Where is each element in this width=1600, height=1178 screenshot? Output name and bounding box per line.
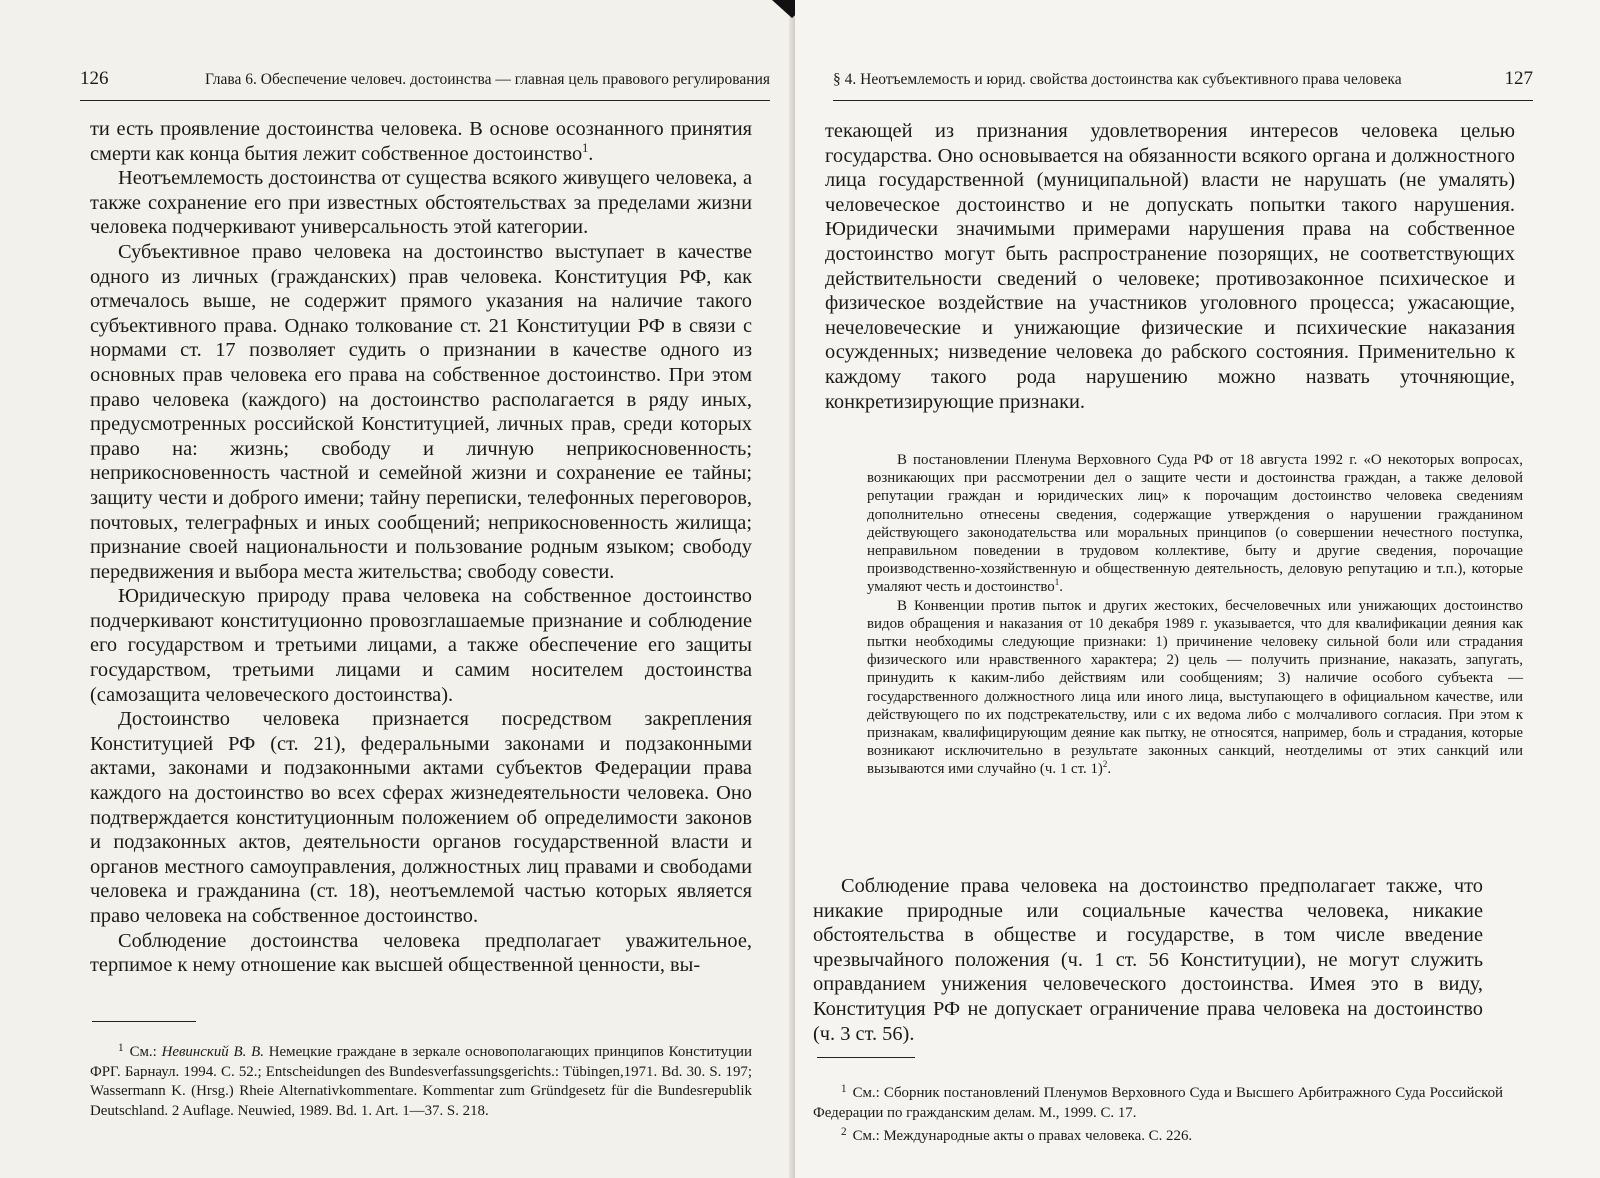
footnote [813, 1123, 1503, 1147]
footnote-ref: 1 [1054, 577, 1060, 588]
footnote-divider [817, 1057, 915, 1058]
footnote-author: Невинский В. В. [161, 1044, 264, 1061]
footnote-marker: 1 [841, 1083, 847, 1095]
right-body-text-bottom [813, 874, 1483, 1046]
right-body-text [825, 119, 1515, 414]
paragraph-text: ти есть проявление достоинства человека. В основе осознанного принятия смерти как конца бытия лежит собственное достоинство [90, 118, 752, 165]
right-footnotes [813, 1080, 1503, 1147]
paragraph: Субъективное право человека на достоинство выступает в качестве одного из личных (гражданских) прав человека. Конституция РФ, как отмечалось выше, не содержит прямого указания на наличие такого субъективного права. Однако толкование ст. 21 Конституции РФ в связи с нормами ст. 17 позволяет судить о признании в качестве одного из основных прав человека его права на собственное достоинство. При этом право человека (каждого) на достоинство располагается в ряду иных, предусмотренных российской Конституцией, личных прав, среди которых право на: жизнь; свободу и личную неприкосновенность; неприкосновенность частной и семейной жизни и сохранение ее тайны; защиту чести и доброго имени; тайну переписки, телефонных переговоров, почтовых, телеграфных и иных сообщений; неприкосновенность жилища; признание своей национальности и пользование родным языком; свободу передвижения и выбора места жительства; свободу совести. [90, 240, 752, 583]
quote-text: В постановлении Пленума Верховного Суда РФ от 18 августа 1992 г. «О некоторых вопросах, возникающих при рассмотрении дел о защите чести и достоинства граждан, а также деловой репутации граждан и юридических лиц» к порочащим достоинство человека сведениям дополнительно отнесены сведения, содержащие утверждения о нарушении гражданином действующего законодательства или моральных принципов (о совершении нечестного поступка, неправильном поведении в трудовом коллективе, быту и другие сведения, порочащие производственно-хозяйственную и общественную деятельность, деловую репутацию и т.п.), которые умаляют честь и достоинство [867, 452, 1523, 596]
footnote-text: См.: Международные акты о правах человека. С. 226. [852, 1128, 1193, 1145]
left-footnotes [90, 1039, 752, 1121]
right-running-head [833, 68, 1533, 101]
footnote [813, 1080, 1503, 1123]
page-number: 126 [80, 68, 109, 89]
page-number: 127 [1504, 68, 1533, 89]
footnote-prefix: См.: [129, 1044, 157, 1061]
chapter-title: Глава 6. Обеспечение человеч. достоинства — главная цель правового регулирования [204, 71, 770, 88]
quote-text: В Конвенции против пыток и других жестоких, бесчеловечных или унижающих достоинство видов обращения и наказания от 10 декабря 1989 г. указывается, что для квалификации деяния как пытки необходимы следующие признаки: 1) причинение человеку сильной боли или страдания физического или нравственного характера; 2) цель — получить признание, наказать, запугать, принудить к каким-либо действиям или сообщениям; 3) наличие особого субъекта — государственного должностного лица или иного лица, выступающего в официальном качестве, или действующего по их подстрекательству, или с их ведома либо с молчаливого согласия. При этом к признакам, квалифицирующим деяние как пытку, не относятся, например, боль и страдания, которые возникают исключительно в результате законных санкций, неотделимы от этих санкций или вызываются ими случайно (ч. 1 ст. 1) [867, 597, 1523, 778]
footnote [90, 1039, 752, 1121]
left-body-text [90, 117, 752, 978]
paragraph: Неотъемлемость достоинства от существа всякого живущего человека, а также сохранение его при известных обстоятельствах за пределами жизни человека подчеркивают универсальность этой категории. [90, 167, 752, 239]
quote-block [867, 451, 1523, 779]
footnote-ref: 2 [1102, 759, 1108, 770]
left-page [0, 0, 795, 1178]
paragraph: Соблюдение достоинства человека предполагает уважительное, терпимое к нему отношение как высшей общественной ценности, вы- [90, 929, 752, 977]
footnote-marker: 2 [841, 1126, 847, 1139]
quote-paragraph: В постановлении Пленума Верховного Суда РФ от 18 августа 1992 г. «О некоторых вопросах, возникающих при рассмотрении дел о защите чести и достоинства граждан, а также деловой репутации граждан и юридических лиц» к порочащим достоинство человека сведениям дополнительно отнесены сведения, содержащие утверждения о нарушении гражданином действующего законодательства или моральных принципов (о совершении нечестного поступка, неправильном поведении в трудовом коллективе, быту и другие сведения, порочащие производственно-хозяйственную и общественную деятельность, деловую репутацию и т.п.), которые умаляют честь и достоинство$^1$. [867, 452, 1523, 596]
left-running-head [80, 68, 770, 101]
footnote-text: См.: Сборник постановлений Пленумов Верховного Суда и Высшего Арбитражного Суда Российской Федерации по гражданским делам. М., 1999. С. 17. [813, 1085, 1503, 1121]
paragraph: Юридическую природу права человека на собственное достоинство подчеркивают конституционно провозглашаемые признание и соблюдение его государством и третьими лицами, а также обеспечение его защиты государством, третьими лицами и самим носителем достоинства (самозащита человеческого достоинства). [90, 585, 752, 706]
section-title: § 4. Неотъемлемость и юрид. свойства достоинства как субъективного права человека [833, 71, 1402, 88]
quote-paragraph: В Конвенции против пыток и других жестоких, бесчеловечных или унижающих достоинство видов обращения и наказания от 10 декабря 1989 г. указывается, что для квалификации деяния как пытки необходимы следующие признаки: 1) причинение человеку сильной боли или страдания физического или нравственного характера; 2) цель — получить признание, наказать, запугать, принудить к каким-либо действиям или сообщениям; 3) наличие особого субъекта — государственного должностного лица или иного лица, выступающего в официальном качестве, или действующего по их подстрекательству, или с их ведома либо с молчаливого согласия. При этом к признакам, квалифицирующим деяние как пытку, не относятся, например, боль и страдания, которые возникают исключительно в результате законных санкций, неотделимы от этих санкций или вызываются ими случайно (ч. 1 ст. 1)$^2$. [867, 597, 1523, 778]
footnote-text: Немецкие граждане в зеркале основополагающих принципов Конституции ФРГ. Барнаул. 1994. С. 52.; Entscheidungen des Bundesverfassungsgerichts.: Tübingen,1971. Bd. 30. S. 197; Wassermann K. (Hrsg.) Rheie Alternativkommentare. Kommentar zum Gründgesetz für die Bundesrepublik Deutschland. 2 Auflage. Neuwied, 1989. Bd. 1. Art. 1—37. S. 218. [90, 1044, 752, 1119]
footnote-marker: 1 [118, 1042, 124, 1054]
paragraph: ти есть проявление достоинства человека. В основе осознанного принятия смерти как конца бытия лежит собственное достоинство$^1$. [90, 118, 752, 165]
footnote-ref: 1 [582, 140, 589, 155]
paragraph: текающей из признания удовлетворения интересов человека целью государства. Оно основывается на обязанности всякого органа и должностного лица государственной (муниципальной) власти не нарушать (не умалять) человеческое достоинство и не допускать попытки такого нарушения. Юридически значимыми примерами нарушения права на собственное достоинство могут быть распространение позорящих, не соответствующих действительности сведений о человеке; противозаконное психическое и физическое воздействие на участников уголовного процесса; ужасающие, нечеловеческие и унижающие физические и психические наказания осужденных; низведение человека до рабского состояния. Применительно к каждому такого рода нарушению можно назвать уточняющие, конкретизирующие признаки. [825, 120, 1515, 413]
footnote-divider [92, 1021, 196, 1022]
right-page [795, 0, 1600, 1178]
paragraph: Достоинство человека признается посредством закрепления Конституцией РФ (ст. 21), федеральными законами и подзаконными актами, законами и подзаконными актами субъектов Федерации права каждого на достоинство во всех сферах жизнедеятельности человека. Оно подтверждается конституционным положением об определимости законов и подзаконных актов, деятельности органов государственной власти и органов местного самоуправления, должностных лиц правами и свободами человека и гражданина (ст. 18), неотъемлемой частью которых является право человека на собственное достоинство. [90, 708, 752, 927]
paragraph: Соблюдение права человека на достоинство предполагает также, что никакие природные или социальные качества человека, никакие обстоятельства в обществе и государстве, в том числе введение чрезвычайного положения (ч. 1 ст. 56 Конституции), не могут служить оправданием унижения человеческого достоинства. Имея это в виду, Конституция РФ не допускает ограничение права человека на достоинство (ч. 3 ст. 56). [813, 875, 1483, 1045]
